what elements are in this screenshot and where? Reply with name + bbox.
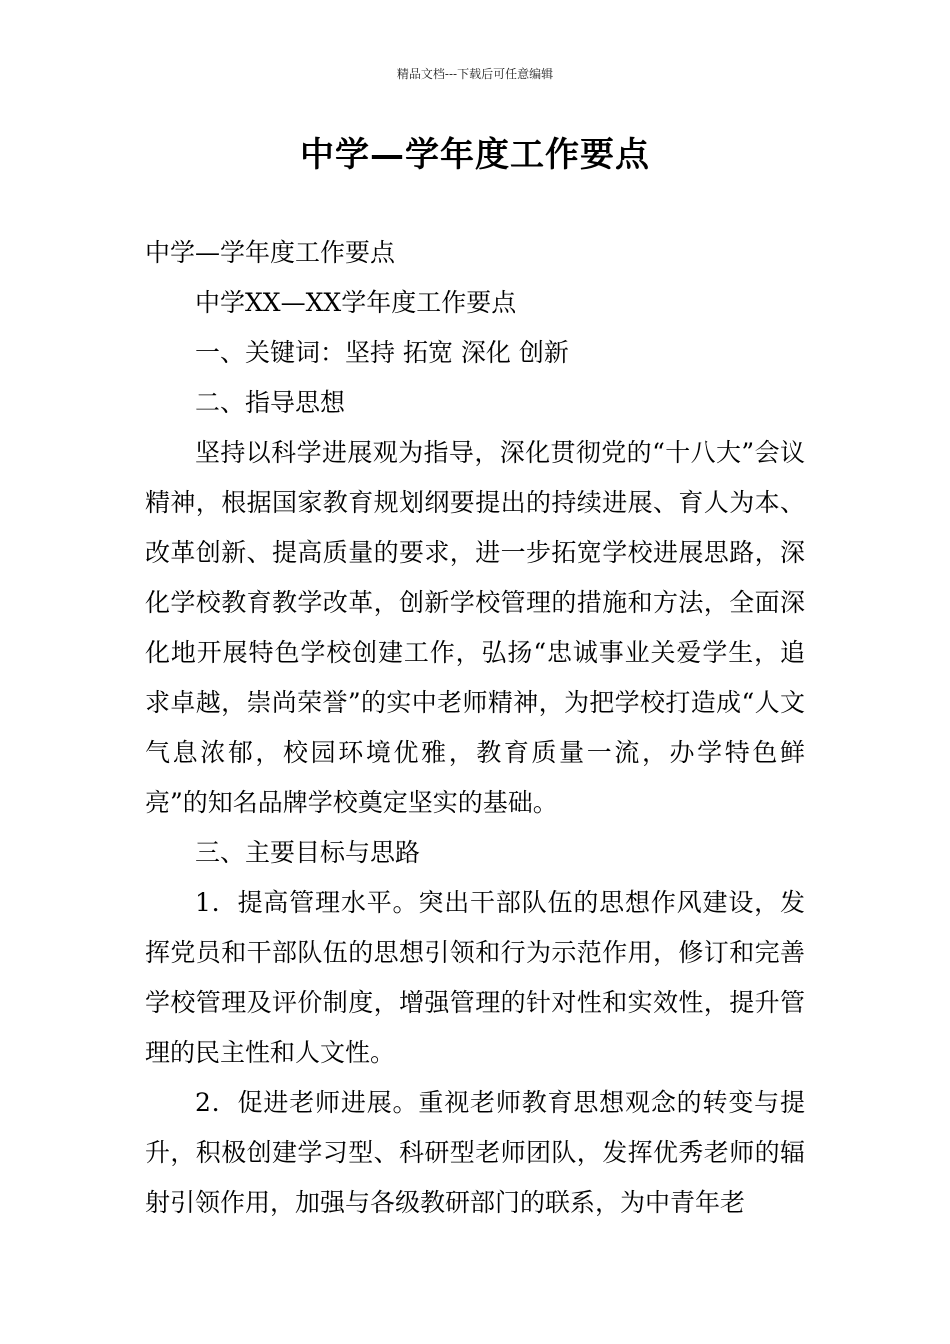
paragraph-goal-teachers: 2．促进老师进展。重视老师教育思想观念的转变与提升，积极创建学习型、科研型老师团队，发挥优秀老师的辐射引领作用，加强与各级教研部门的联系，为中青年老 [145, 1088, 805, 1217]
paragraph-guiding-ideology: 坚持以科学进展观为指导，深化贯彻党的“十八大”会议精神，根据国家教育规划纲要提出的持续进展、育人为本、改革创新、提高质量的要求，进一步拓宽学校进展思路，深化学校教育教学改革，创新学校管理的措施和方法，全面深化地开展特色学校创建工作，弘扬“忠诚事业关爱学生，追求卓越，崇尚荣誉”的实中老师精神，为把学校打造成“人文气息浓郁，校园环境优雅，教育质量一流，办学特色鲜亮”的知名品牌学校奠定坚实的基础。 [145, 438, 805, 817]
paragraph-keywords: 一、关键词：坚持 拓宽 深化 创新 [195, 338, 569, 367]
document-title: 中学—学年度工作要点 [300, 135, 650, 175]
paragraph-goal-management: 1．提高管理水平。突出干部队伍的思想作风建设，发挥党员和干部队伍的思想引领和行为示范作用，修订和完善学校管理及评价制度，增强管理的针对性和实效性，提升管理的民主性和人文性。 [145, 888, 805, 1067]
paragraph-subtitle: 中学—学年度工作要点 [145, 238, 396, 267]
section-heading-goals: 三、主要目标与思路 [195, 838, 421, 867]
section-heading-guiding-ideology: 二、指导思想 [195, 388, 346, 417]
paragraph-year-heading: 中学XX—XX学年度工作要点 [195, 288, 517, 317]
document-body [145, 228, 805, 1228]
header-note: 精品文档---下载后可任意编辑 [396, 67, 554, 81]
